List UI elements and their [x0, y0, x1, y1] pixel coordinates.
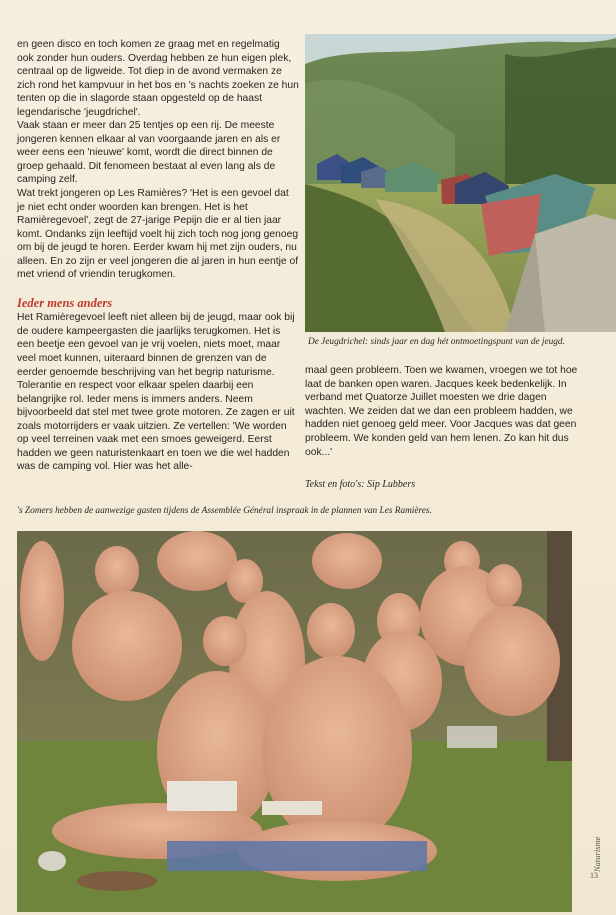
tents-photo-caption: De Jeugdrichel: sinds jaar en dag hét ontmoetingspunt van de jeugd. — [308, 337, 565, 347]
paragraph: maal geen probleem. Toen we kwamen, vroegen we tot hoe laat de banken open waren. Jacques keek bedenkelijk. In verband met Quatorze Juillet moesten we drie dagen wachten. We zeiden dat we dan een probleem hadden, we hadden niet genoeg geld meer. Voor Jacques was dat geen probleem. We konden geld van hem lenen. Zo kan hit dus ook...' — [305, 365, 578, 458]
paragraph: en geen disco en toch komen ze graag met en regelmatig ook zonder hun ouders. Overdag hebben ze hun eigen plek, centraal op de ligweide. Tot diep in de avond vermaken ze zich rond het kampvuur in het bos en 's nachts zoeken ze hun tenten op die in slagorde staan opgesteld op de haast legendarische 'jeugdrichel'. — [17, 39, 299, 118]
paragraph: Wat trekt jongeren op Les Ramières? 'Het is een gevoel dat je niet echt onder woorden kan brengen. Het is het Ramièregevoel', zegt de 27-jarige Pepijn die er al tien jaar komt. Ondanks zijn leeftijd voelt hij zich toch nog jong genoeg om bij de jeugd te horen. Eerder kwam hij met zijn ouders, nu alleen. En zo zijn er veel jongeren die al jaren in hun eentje of met vriend of vriendin terugkomen. — [17, 188, 299, 281]
paragraph: Vaak staan er meer dan 25 tentjes op een rij. De meeste jongeren kennen elkaar al van voorgaande jaren en als er weer eens een 'nieuwe' komt, wordt die direct binnen de groep gehaald. Dit fenomeen bestaat al even lang als de camping zelf. — [17, 120, 281, 186]
tents-photo — [305, 34, 616, 332]
group-photo-caption: 's Zomers hebben de aanwezige gasten tijdens de Assemblée Général inspraak in de plannen van Les Ramières. — [17, 506, 432, 516]
article-column-right — [305, 364, 585, 459]
article-column-left — [17, 38, 299, 474]
group-photo-illustration — [17, 531, 572, 912]
magazine-name: Naturisme — [592, 836, 602, 872]
group-photo — [17, 531, 572, 912]
section-heading: Ieder mens anders — [17, 295, 113, 310]
photo-credit: Tekst en foto's: Sip Lubbers — [305, 479, 416, 490]
tents-photo-illustration — [305, 34, 616, 332]
page-number: 13 — [590, 871, 598, 880]
paragraph: Het Ramièregevoel leeft niet alleen bij de jeugd, maar ook bij de oudere kampeergasten die jaarlijks terugkomen. Het is een beetje een gevoel van je vrij voelen, niets moet, maar veel moet kunnen, uiteraard binnen de grenzen van de eerder genoemde beschrijving van het begrip naturisme. Tolerantie en respect voor elkaar spelen daarbij een belangrijke rol. Ieder mens is immers anders. Neem bijvoorbeeld dat stel met twee grote motoren. Ze zagen er uit zoals motorrijders er vaak uitzien. Ze vertellen: 'We worden op veel terreinen vaak met een smoes geweigerd. Eerst hadden we geen naturistenkaart en toen we die wel hadden was de camping vol. Hier was het alle- — [17, 312, 295, 473]
